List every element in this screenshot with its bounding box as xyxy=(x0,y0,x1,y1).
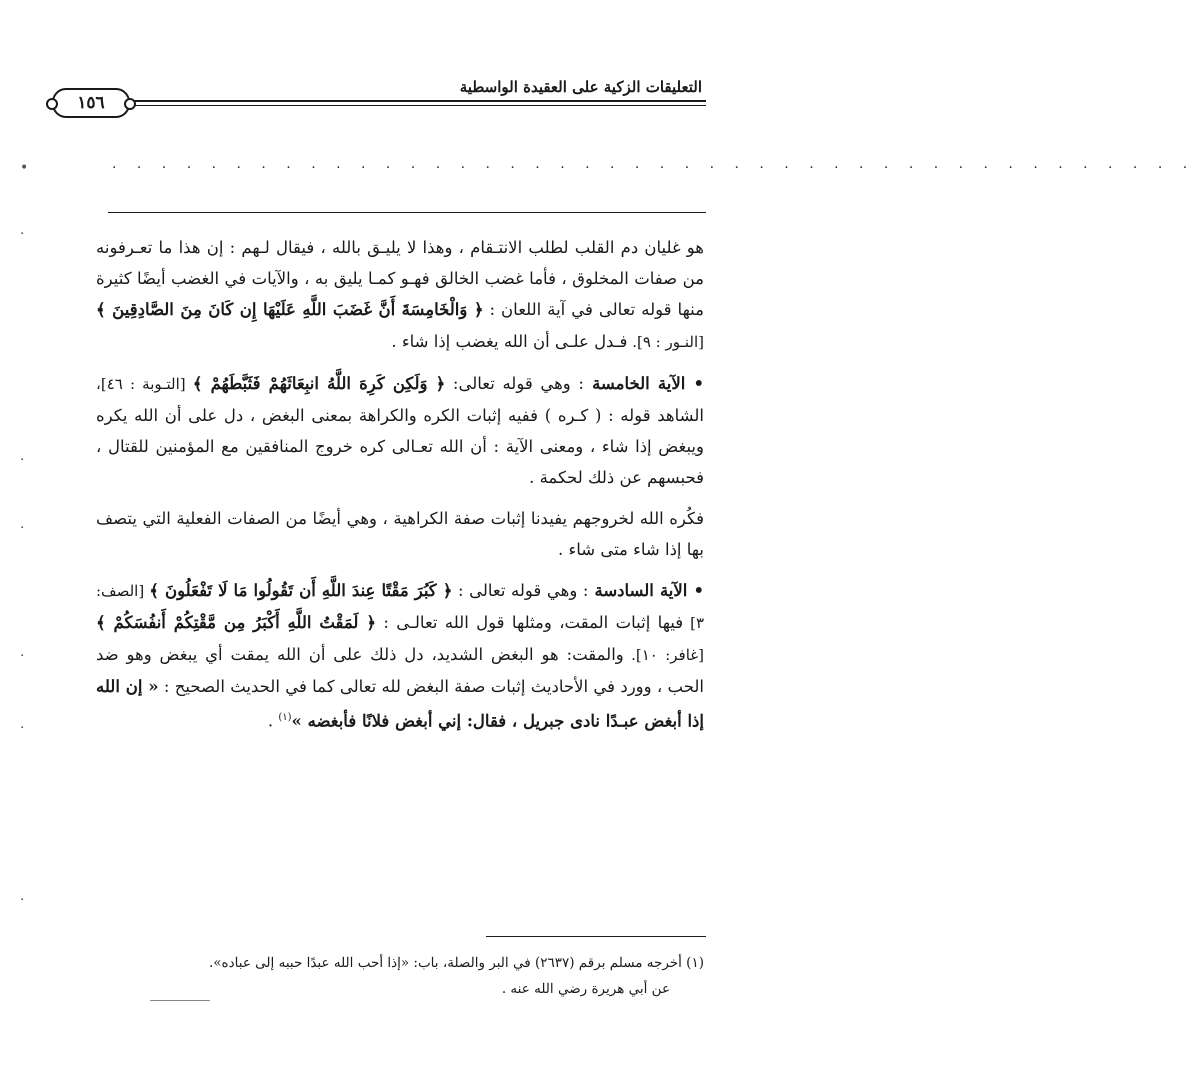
p1-end: فـدل علـى أن الله يغضب إذا شاء . xyxy=(391,332,628,351)
dotted-separator: · · · · · · · · · · · · · · · · · · · · · · · · · · · · · · · · · · · · · · · · · · · · xyxy=(112,160,1195,176)
bottom-mark xyxy=(150,1000,210,1001)
p2-ref: [التـوبة : ٤٦]، xyxy=(96,375,193,393)
p4-ref-2: [غافر: ١٠]. xyxy=(623,646,704,664)
p4-heading: الآية السادسة xyxy=(588,581,694,600)
p1-verse: ﴿ وَالْخَامِسَةَ أَنَّ غَضَبَ اللَّهِ عَلَيْهَا إِن كَانَ مِنَ الصَّادِقِينَ ﴾ xyxy=(96,300,484,319)
main-text xyxy=(96,232,704,747)
p2-rest: الشاهد قوله : ( كـره ) ففيه إثبات الكره والكراهة بمعنى البغض ، دل على أن الله يكره ويبغض إذا شاء ، ومعنى الآية : أن الله تعـالى كره خروج المنافقين مع المؤمنين للقتال ، فحبسهم عن ذلك لحكمة . xyxy=(96,406,704,487)
p2-intro: : وهي قوله تعالى: xyxy=(445,374,584,393)
footnote-1-line-1: (١) أخرجه مسلم برقم (٢٦٣٧) في البر والصلة، باب: «إذا أحب الله عبدًا حببه إلى عباده». xyxy=(209,955,704,971)
bullet-icon: • xyxy=(693,581,704,600)
p4-hadith: « إن الله إذا أبغض عبـدًا نادى جبريل ، فقال: إني أبغض فلانًا فأبغضه » xyxy=(96,677,704,731)
margin-mark-2: · xyxy=(20,226,25,242)
footnote-1-line-2: عن أبي هريرة رضي الله عنه . xyxy=(501,981,670,997)
page-number: ١٥٦ xyxy=(52,88,130,118)
paragraph-4 xyxy=(96,575,704,737)
paragraph-3: فكُره الله لخروجهم يفيدنا إثبات صفة الكراهية ، وهي أيضًا من الصفات الفعلية التي يتصف بها إذا شاء متى شاء . xyxy=(96,509,704,559)
running-title: التعليقات الزكية على العقيدة الواسطية xyxy=(459,78,702,96)
p4-verse: ﴿ كَبُرَ مَقْتًا عِندَ اللَّهِ أَن تَقُولُوا مَا لَا تَفْعَلُونَ ﴾ xyxy=(149,581,453,600)
header-rule xyxy=(120,100,706,102)
header-rule-thin xyxy=(120,105,706,106)
footnotes xyxy=(70,950,704,1002)
margin-mark-1: • xyxy=(20,160,29,176)
paragraph-2 xyxy=(96,368,704,493)
p4-ref: [الصف: ٣] xyxy=(96,582,704,632)
bullet-icon: • xyxy=(693,374,704,393)
p4-end: . xyxy=(267,711,279,731)
p4-intro: : وهي قوله تعالى : xyxy=(452,581,589,600)
margin-mark-5: · xyxy=(20,648,25,664)
p4-verse-2: ﴿ لَمَقْتُ اللَّهِ أَكْبَرُ مِن مَّقْتِكُمْ أَنفُسَكُمْ ﴾ xyxy=(96,613,376,632)
p2-verse: ﴿ وَلَكِن كَرِهَ اللَّهُ انبِعَاثَهُمْ فَثَبَّطَهُمْ ﴾ xyxy=(192,374,446,393)
footnote-ref-1[interactable]: (١) xyxy=(278,712,292,723)
p2-heading: الآية الخامسة xyxy=(583,374,694,393)
p4-rest: والمقت: هو البغض الشديد، دل ذلك على أن الله يمقت أي يبغض وهو ضد الحب ، وورد في الأحاديث إثبات صفة البغض لله تعالى كما في الحديث الصحيح : xyxy=(96,645,704,696)
margin-mark-3: · xyxy=(20,452,25,468)
p1-ref: [النـور : ٩]. xyxy=(627,333,704,351)
margin-mark-6: · xyxy=(20,720,25,736)
text-top-rule xyxy=(108,212,706,213)
p1-text: هو غليان دم القلب لطلب الانتـقام ، وهذا لا يليـق بالله ، فيقال لـهم : إن هذا ما تعـرفونه من صفات المخلوق ، فأما غضب الخالق فهـو كمـا يليق به ، والآيات في الغضب أيضًا كثيرة منها قوله تعالى في آية اللعان : xyxy=(96,238,704,319)
p4-mid: فيها إثبات المقت، ومثلها قول الله تعالـى : xyxy=(376,613,684,632)
paragraph-1 xyxy=(96,232,704,358)
margin-mark-7: · xyxy=(20,892,25,908)
footnote-rule xyxy=(486,936,706,937)
margin-mark-4: · xyxy=(20,520,25,536)
